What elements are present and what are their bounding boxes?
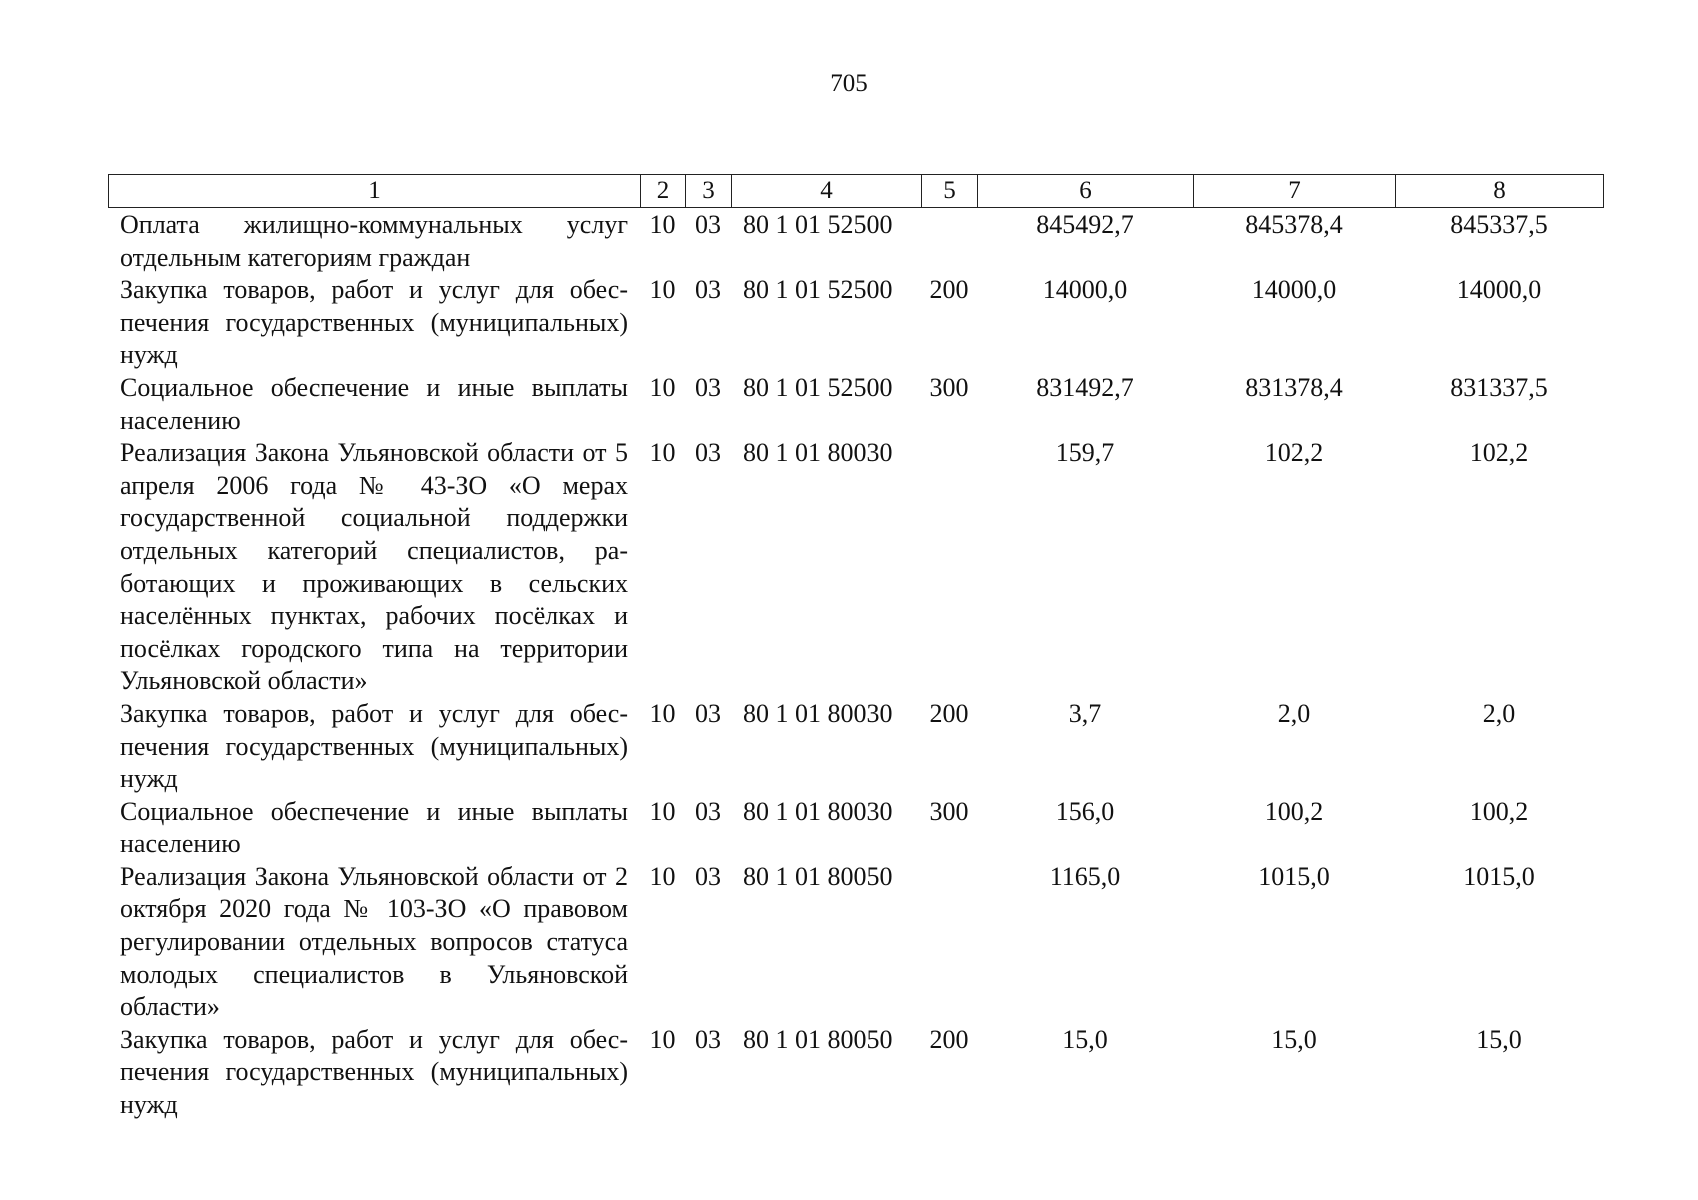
row-target-code: 80 1 01 80030 [743, 796, 893, 826]
row-description: Закупка товаров, работ и услуг для обеспечения государственных (муниципальных) нужд [120, 1024, 628, 1120]
row-section: 10 [649, 1024, 676, 1054]
row-amount-col6: 159,7 [1055, 438, 1115, 468]
row-amount-col8: 14000,0 [1456, 275, 1542, 305]
row-subsection: 03 [695, 698, 721, 728]
row-amount-col8: 102,2 [1469, 438, 1529, 468]
row-section: 10 [649, 275, 676, 305]
header-col-2: 2 [641, 175, 686, 208]
table-row [108, 209, 1603, 274]
row-subsection: 03 [695, 861, 721, 891]
row-amount-col8: 15,0 [1476, 1024, 1522, 1054]
row-expense-type: 300 [929, 372, 969, 402]
row-amount-col6: 845492,7 [1036, 210, 1134, 239]
row-target-code: 80 1 01 80030 [743, 698, 893, 728]
row-target-code: 80 1 01 52500 [743, 210, 893, 239]
row-amount-col8: 2,0 [1482, 698, 1516, 728]
row-amount-col8: 845337,5 [1450, 210, 1548, 239]
row-amount-col7: 2,0 [1277, 698, 1311, 728]
row-section: 10 [649, 698, 676, 728]
row-amount-col6: 831492,7 [1036, 372, 1134, 402]
table-row [108, 796, 1603, 861]
table-row [108, 274, 1603, 372]
row-expense-type: 200 [929, 275, 969, 305]
row-subsection: 03 [695, 372, 721, 402]
row-amount-col6: 1165,0 [1049, 861, 1121, 891]
row-subsection: 03 [695, 438, 721, 468]
row-amount-col6: 14000,0 [1042, 275, 1128, 305]
row-description: Социальное обеспечение и иные выплаты населению [120, 796, 628, 859]
row-subsection: 03 [695, 275, 721, 305]
header-col-1: 1 [109, 175, 641, 208]
table-row [108, 372, 1603, 437]
row-expense-type: 200 [929, 698, 969, 728]
row-target-code: 80 1 01 80050 [743, 861, 893, 891]
row-amount-col8: 831337,5 [1450, 372, 1548, 402]
header-col-8: 8 [1396, 175, 1604, 208]
row-target-code: 80 1 01 52500 [743, 275, 893, 305]
row-amount-col6: 3,7 [1068, 698, 1102, 728]
row-section: 10 [649, 861, 676, 891]
row-amount-col7: 845378,4 [1245, 210, 1343, 239]
row-section: 10 [649, 796, 676, 826]
row-description: Закупка товаров, работ и услуг для обеспечения государственных (муниципальных) нужд [120, 275, 628, 370]
header-col-7: 7 [1194, 175, 1396, 208]
row-expense-type [921, 437, 977, 698]
header-col-6: 6 [978, 175, 1194, 208]
row-subsection: 03 [695, 1024, 721, 1054]
row-amount-col7: 831378,4 [1245, 372, 1343, 402]
row-amount-col7: 14000,0 [1251, 275, 1337, 305]
row-amount-col7: 1015,0 [1258, 861, 1330, 891]
table-row [108, 698, 1603, 796]
budget-table [108, 209, 1603, 1122]
row-section: 10 [649, 372, 676, 402]
row-target-code: 80 1 01 52500 [743, 372, 893, 402]
table-row [108, 437, 1603, 698]
row-section: 10 [649, 210, 676, 239]
row-expense-type: 300 [929, 796, 969, 826]
page-number: 705 [830, 70, 868, 97]
row-expense-type [921, 861, 977, 1024]
row-amount-col8: 100,2 [1469, 796, 1529, 826]
table-row [108, 1024, 1603, 1122]
header-col-5: 5 [922, 175, 978, 208]
row-amount-col7: 100,2 [1264, 796, 1324, 826]
row-amount-col6: 156,0 [1055, 796, 1115, 826]
row-target-code: 80 1 01 80050 [743, 1024, 893, 1054]
row-expense-type: 200 [929, 1024, 969, 1054]
header-col-3: 3 [686, 175, 732, 208]
row-description: Реализация Закона Ульяновской области от 5 апреля 2006 года № 43-ЗО «О мерах государственной социальной поддержки отдельных категорий специалистов, работающих и проживающих в сельских населённых пунктах, рабочих посёлках и посёлках городского типа на территории Ульяновской области» [120, 438, 628, 696]
row-section: 10 [649, 438, 676, 468]
row-description: Реализация Закона Ульяновской области от 2 октября 2020 года № 103-ЗО «О правовом регулировании отдельных вопросов статуса молодых специалистов в Ульяновской области» [120, 861, 628, 1022]
row-amount-col7: 15,0 [1271, 1024, 1317, 1054]
header-col-4: 4 [732, 175, 922, 208]
row-expense-type [921, 209, 977, 274]
row-amount-col8: 1015,0 [1463, 861, 1535, 891]
column-number-header [108, 174, 1604, 208]
row-subsection: 03 [695, 210, 721, 239]
row-subsection: 03 [695, 796, 721, 826]
row-amount-col7: 102,2 [1264, 438, 1324, 468]
row-description: Оплата жилищно-коммунальных услуг отдельным категориям граждан [120, 210, 628, 272]
row-amount-col6: 15,0 [1062, 1024, 1108, 1054]
table-row [108, 861, 1603, 1024]
row-description: Социальное обеспечение и иные выплаты населению [120, 372, 628, 435]
row-description: Закупка товаров, работ и услуг для обеспечения государственных (муниципальных) нужд [120, 698, 628, 794]
row-target-code: 80 1 01 80030 [743, 438, 893, 468]
